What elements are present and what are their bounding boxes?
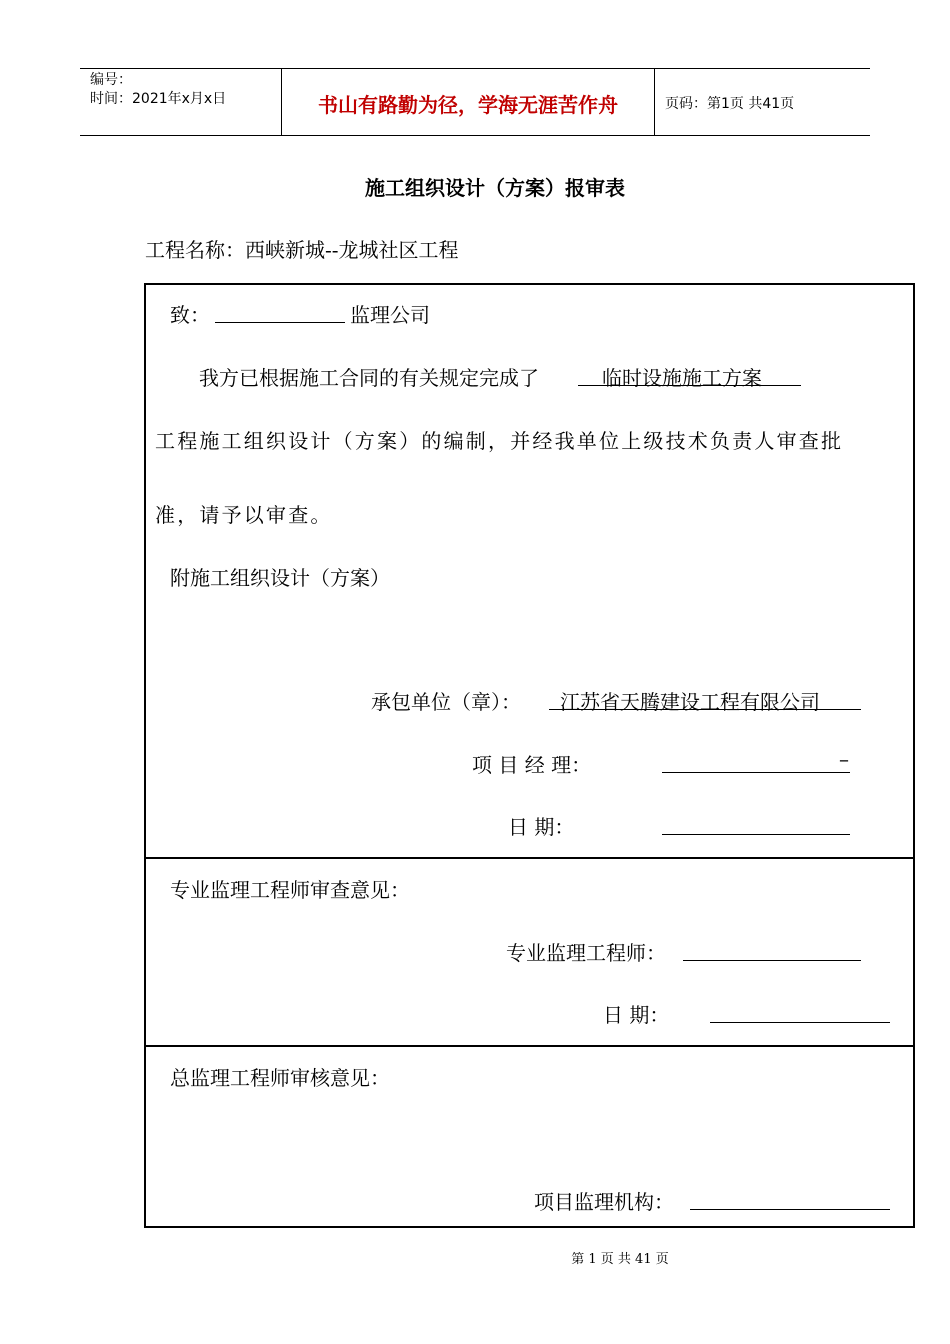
- supervision-agency-blank[interactable]: [690, 1209, 890, 1210]
- project-manager-mark: –: [839, 747, 849, 771]
- page-title: 施工组织设计（方案）报审表: [365, 176, 625, 200]
- chief-opinion-label: 总监理工程师审核意见：: [170, 1066, 390, 1090]
- header-page-info: 页码：第1页 共41页: [665, 96, 795, 112]
- engineer-signature-label: 专业监理工程师：: [506, 941, 666, 965]
- header-top-rule: [80, 68, 870, 69]
- header-divider-right: [654, 68, 655, 136]
- plan-name-underline: [578, 385, 801, 386]
- attachment-label: 附施工组织设计（方案）: [170, 566, 390, 590]
- contractor-label: 承包单位（章）：: [371, 690, 521, 714]
- body-line-3: 准，请予以审查。: [155, 503, 333, 527]
- project-name: 工程名称：西峡新城--龙城社区工程: [145, 238, 459, 262]
- submit-date-blank[interactable]: [662, 834, 850, 835]
- engineer-date-label: 日 期：: [603, 1003, 670, 1027]
- engineer-signature-blank[interactable]: [683, 960, 861, 961]
- row-separator-1: [144, 857, 915, 859]
- supervision-agency-label: 项目监理机构：: [534, 1190, 674, 1214]
- project-manager-blank[interactable]: [662, 772, 850, 773]
- engineer-date-blank[interactable]: [710, 1022, 890, 1023]
- plan-name: 临时设施施工方案: [602, 366, 762, 390]
- header-time-label: 时间：2021年x月x日: [90, 91, 227, 107]
- body-line-2: 工程施工组织设计（方案）的编制，并经我单位上级技术负责人审查批: [155, 429, 844, 453]
- contractor-name: 江苏省天腾建设工程有限公司: [560, 690, 820, 714]
- header-bottom-rule: [80, 135, 870, 136]
- engineer-opinion-label: 专业监理工程师审查意见：: [170, 878, 410, 902]
- page-footer: 第 1 页 共 41 页: [571, 1252, 669, 1267]
- body-prefix: 我方已根据施工合同的有关规定完成了: [199, 366, 539, 390]
- supervisor-company-label: 监理公司: [350, 303, 430, 327]
- header-divider-left: [281, 68, 282, 136]
- header-number-label: 编号：: [90, 72, 132, 88]
- to-label: 致：: [170, 303, 210, 327]
- contractor-underline: [549, 709, 861, 710]
- submit-date-label: 日 期：: [508, 815, 575, 839]
- row-separator-2: [144, 1045, 915, 1047]
- project-manager-label: 项 目 经 理：: [472, 753, 592, 777]
- header-motto: 书山有路勤为径，学海无涯苦作舟: [318, 93, 618, 117]
- supervisor-company-blank[interactable]: [215, 322, 345, 323]
